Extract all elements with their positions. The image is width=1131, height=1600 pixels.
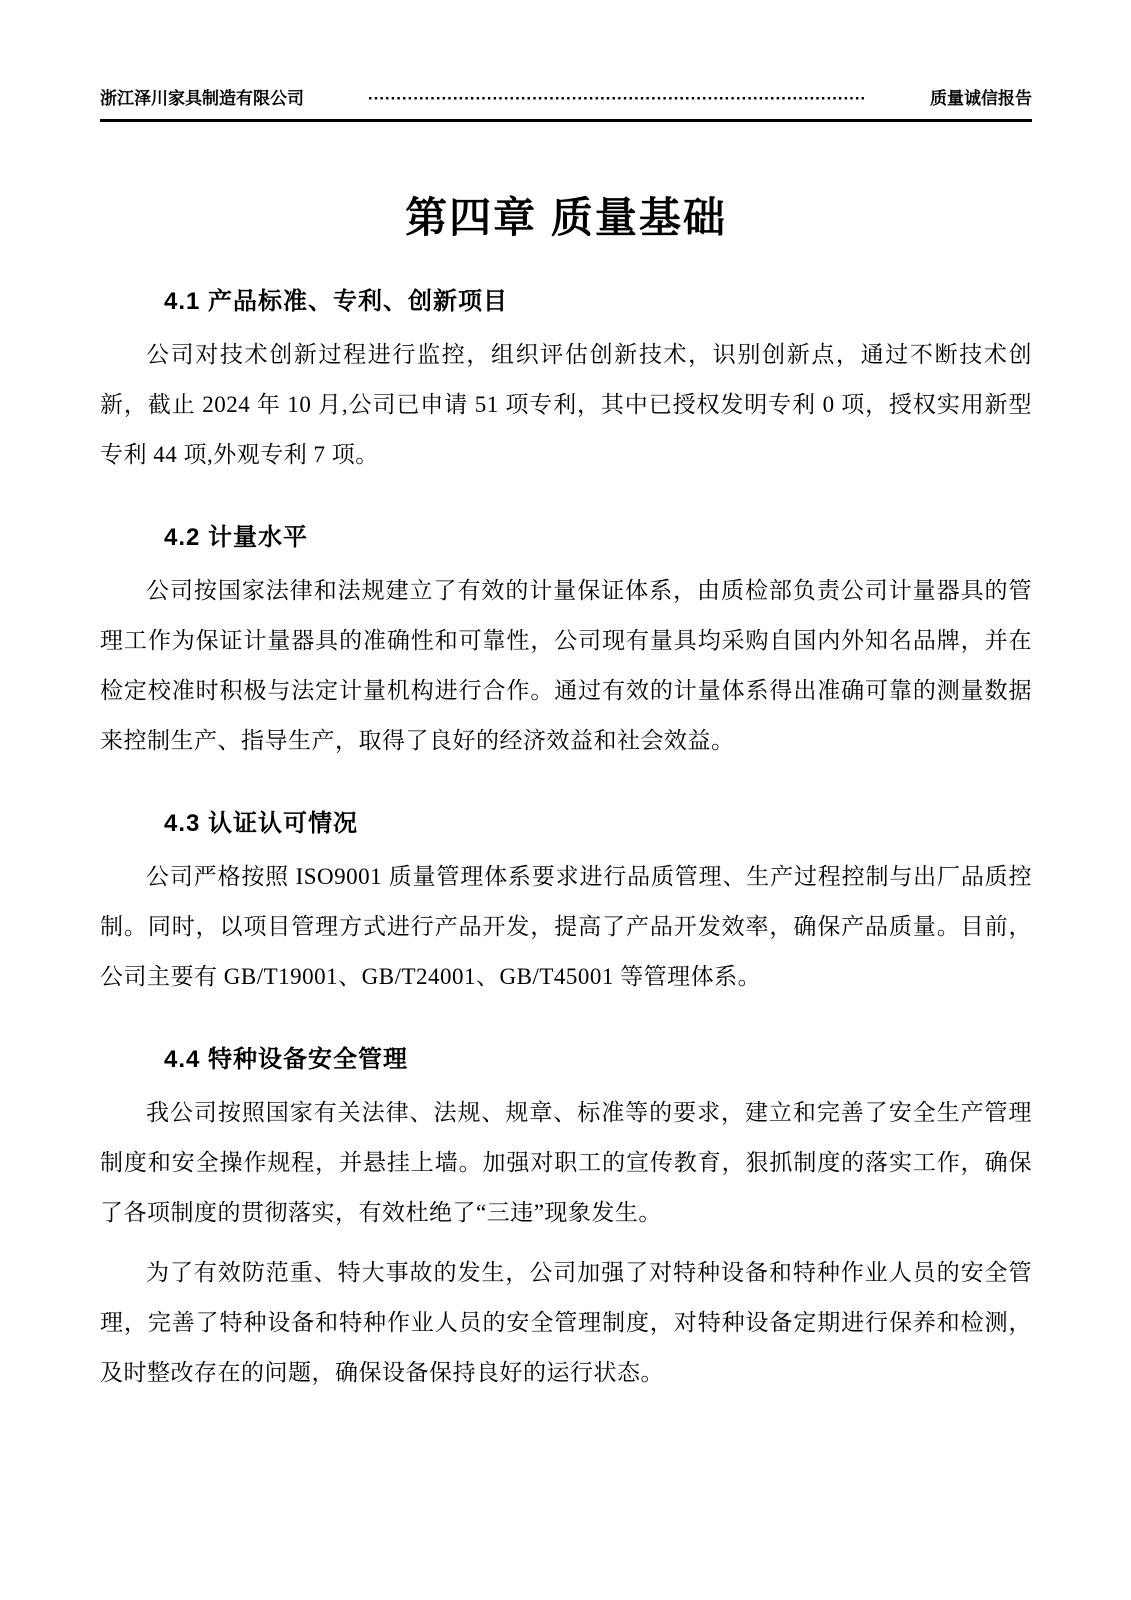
section-4-4 <box>100 1044 1032 1398</box>
section-4-3-paragraph: 公司严格按照 ISO9001 质量管理体系要求进行品质管理、生产过程控制与出厂品质控制。同时，以项目管理方式进行产品开发，提高了产品开发效率，确保产品质量。目前，公司主要有 GB/T19001、GB/T24001、GB/T45001 等管理体系。 <box>100 864 1032 989</box>
header-report-title: 质量诚信报告 <box>930 89 1032 108</box>
section-heading-4-2: 4.2 计量水平 <box>164 524 309 551</box>
section-4-4-paragraph-2: 为了有效防范重、特大事故的发生，公司加强了对特种设备和特种作业人员的安全管理，完善了特种设备和特种作业人员的安全管理制度，对特种设备定期进行保养和检测，及时整改存在的问题，确保设备保持良好的运行状态。 <box>100 1260 1032 1385</box>
section-4-3 <box>100 808 1032 1002</box>
section-heading-4-1: 4.1 产品标准、专利、创新项目 <box>164 288 509 315</box>
section-heading-4-3: 4.3 认证认可情况 <box>164 810 359 837</box>
section-4-1-paragraph: 公司对技术创新过程进行监控，组织评估创新技术，识别创新点，通过不断技术创新，截止 2024 年 10 月,公司已申请 51 项专利，其中已授权发明专利 0 项，授权实用新型专利 44 项,外观专利 7 项。 <box>100 342 1032 467</box>
section-4-1 <box>100 286 1032 480</box>
chapter-title: 第四章 质量基础 <box>405 194 727 241</box>
section-4-2 <box>100 522 1032 766</box>
section-4-2-paragraph: 公司按国家法律和法规建立了有效的计量保证体系，由质检部负责公司计量器具的管理工作为保证计量器具的准确性和可靠性，公司现有量具均采购自国内外知名品牌，并在检定校准时积极与法定计量机构进行合作。通过有效的计量体系得出准确可靠的测量数据来控制生产、指导生产，取得了良好的经济效益和社会效益。 <box>100 578 1032 753</box>
header-rule <box>100 119 1032 122</box>
section-4-4-paragraph-1: 我公司按照国家有关法律、法规、规章、标准等的要求，建立和完善了安全生产管理制度和安全操作规程，并悬挂上墙。加强对职工的宣传教育，狠抓制度的落实工作，确保了各项制度的贯彻落实，有效杜绝了“三违”现象发生。 <box>100 1100 1032 1225</box>
header-company-name: 浙江泽川家具制造有限公司 <box>100 89 304 108</box>
header-dot-leader: ························································································ <box>367 89 867 108</box>
page-header <box>100 88 1032 110</box>
section-heading-4-4: 4.4 特种设备安全管理 <box>164 1046 409 1073</box>
